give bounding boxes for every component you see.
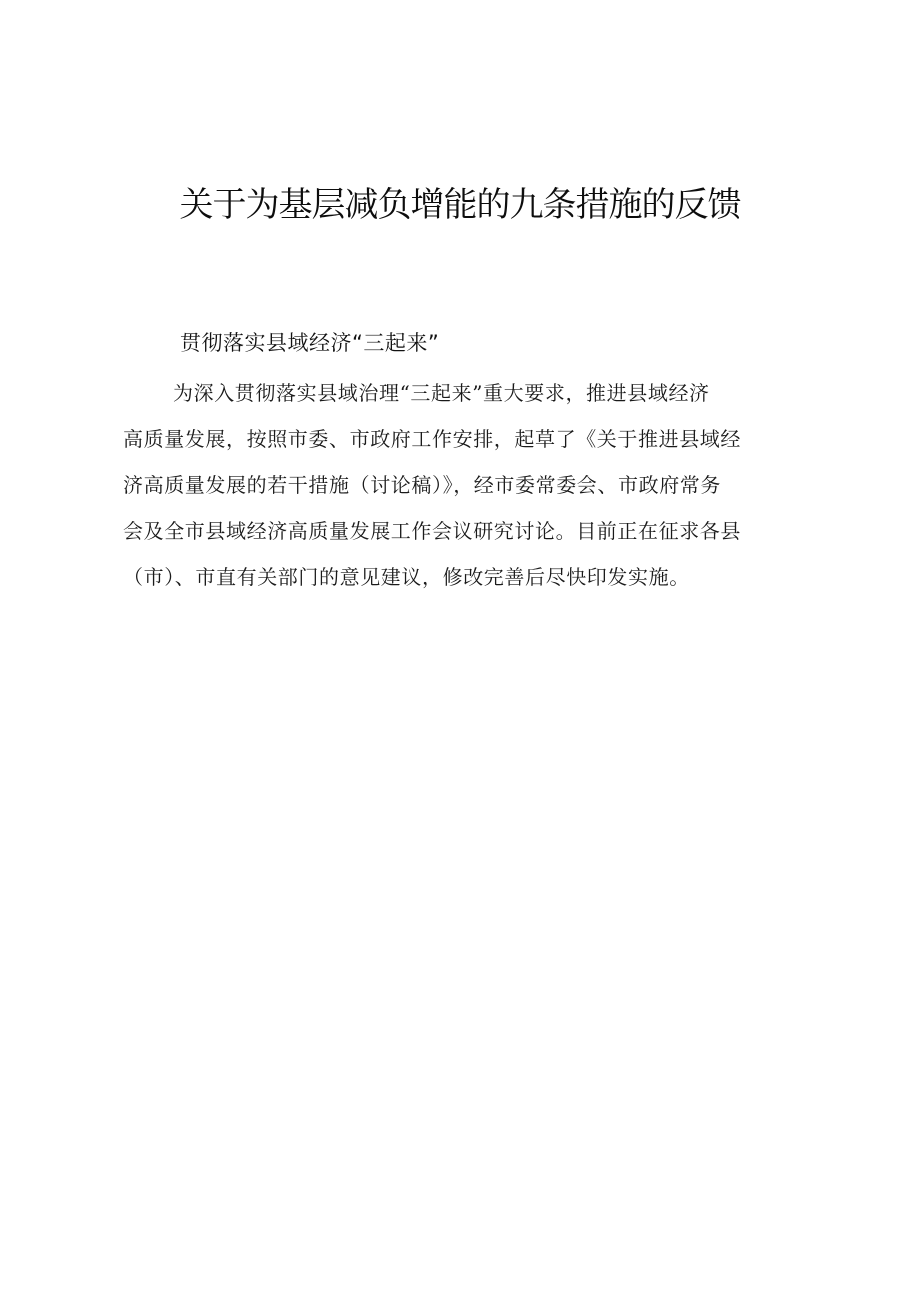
- paragraph-line-4: 会及全市县域经济高质量发展工作会议研究讨论。目前正在征求各县: [123, 519, 741, 543]
- document-title: 关于为基层减负增能的九条措施的反馈: [179, 185, 741, 225]
- paragraph-line-5: （市）、市直有关部门的意见建议，修改完善后尽快印发实施。: [123, 565, 690, 589]
- paragraph-line-2: 高质量发展，按照市委、市政府工作安排，起草了《关于推进县域经: [123, 427, 741, 451]
- paragraph-line-1: 为深入贯彻落实县域治理“三起来”重大要求，推进县域经济: [173, 381, 710, 405]
- body-paragraph: [123, 370, 811, 600]
- paragraph-line-3: 济高质量发展的若干措施（讨论稿）》，经市委常委会、市政府常务: [123, 473, 721, 497]
- section-heading: 贯彻落实县域经济“三起来”: [180, 331, 440, 355]
